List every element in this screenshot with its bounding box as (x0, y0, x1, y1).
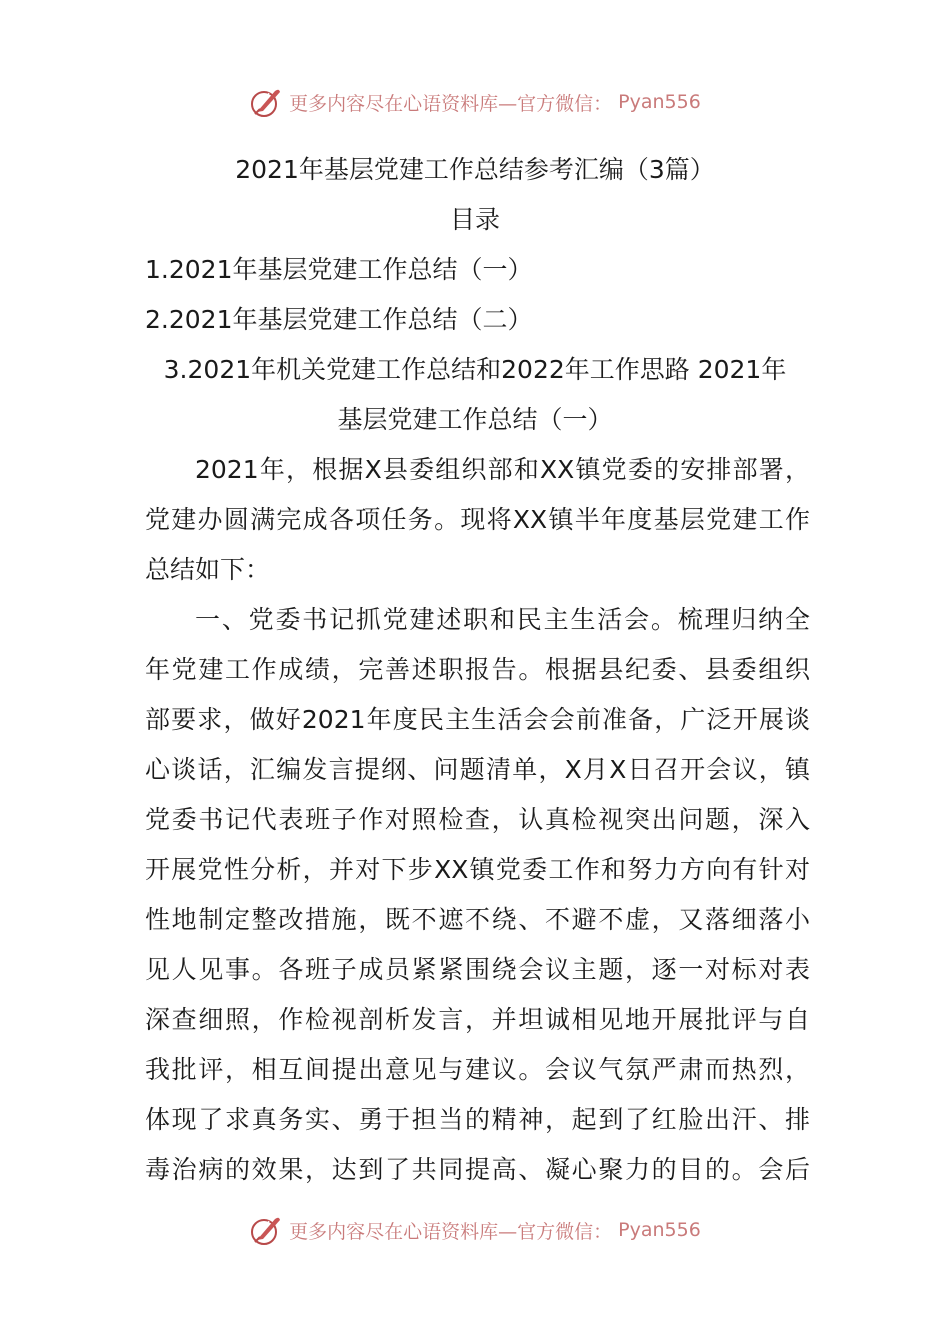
toc-item: 3.2021年机关党建工作总结和2022年工作思路 2021年 (163, 355, 787, 384)
watermark-wechat-id: Pyan556 (618, 91, 701, 113)
paragraph-line: 见人见事。各班子成员紧紧围绕会议主题，逐一对标对表 (145, 955, 810, 984)
watermark-wechat-id: Pyan556 (618, 1219, 701, 1241)
watermark-text: 更多内容尽在心语资料库—官方微信： (289, 92, 613, 115)
quill-logo-icon (249, 85, 283, 119)
watermark-footer (0, 1210, 950, 1250)
quill-logo-icon (249, 1213, 283, 1247)
paragraph-line: 总结如下： (145, 555, 271, 584)
paragraph-line: 我批评，相互间提出意见与建议。会议气氛严肃而热烈， (145, 1055, 810, 1084)
toc-heading: 目录 (449, 205, 500, 234)
paragraph-line: 党委书记代表班子作对照检查，认真检视突出问题，深入 (145, 805, 810, 834)
paragraph-line: 性地制定整改措施，既不遮不绕、不避不虚，又落细落小 (145, 905, 810, 934)
paragraph-line: 开展党性分析，并对下步XX镇党委工作和努力方向有针对 (145, 855, 810, 884)
toc-item: 2.2021年基层党建工作总结（二） (145, 305, 533, 334)
paragraph-line: 毒治病的效果，达到了共同提高、凝心聚力的目的。会后 (145, 1155, 810, 1184)
paragraph-line: 深查细照，作检视剖析发言，并坦诚相见地开展批评与自 (145, 1005, 810, 1034)
document-title: 2021年基层党建工作总结参考汇编（3篇） (235, 155, 715, 184)
paragraph-line: 部要求，做好2021年度民主生活会会前准备，广泛开展谈 (145, 705, 810, 734)
paragraph-line: 2021年，根据X县委组织部和XX镇党委的安排部署， (195, 455, 810, 484)
section-title: 基层党建工作总结（一） (337, 405, 613, 434)
paragraph-line: 党建办圆满完成各项任务。现将XX镇半年度基层党建工作 (145, 505, 810, 534)
paragraph-line: 年党建工作成绩，完善述职报告。根据县纪委、县委组织 (145, 655, 810, 684)
watermark-text: 更多内容尽在心语资料库—官方微信： (289, 1220, 613, 1243)
paragraph-line: 体现了求真务实、勇于担当的精神，起到了红脸出汗、排 (145, 1105, 810, 1134)
toc-item: 1.2021年基层党建工作总结（一） (145, 255, 533, 284)
watermark-header (0, 82, 950, 122)
paragraph-line: 一、党委书记抓党建述职和民主生活会。梳理归纳全 (195, 605, 810, 634)
paragraph-line: 心谈话，汇编发言提纲、问题清单，X月X日召开会议，镇 (145, 755, 810, 784)
